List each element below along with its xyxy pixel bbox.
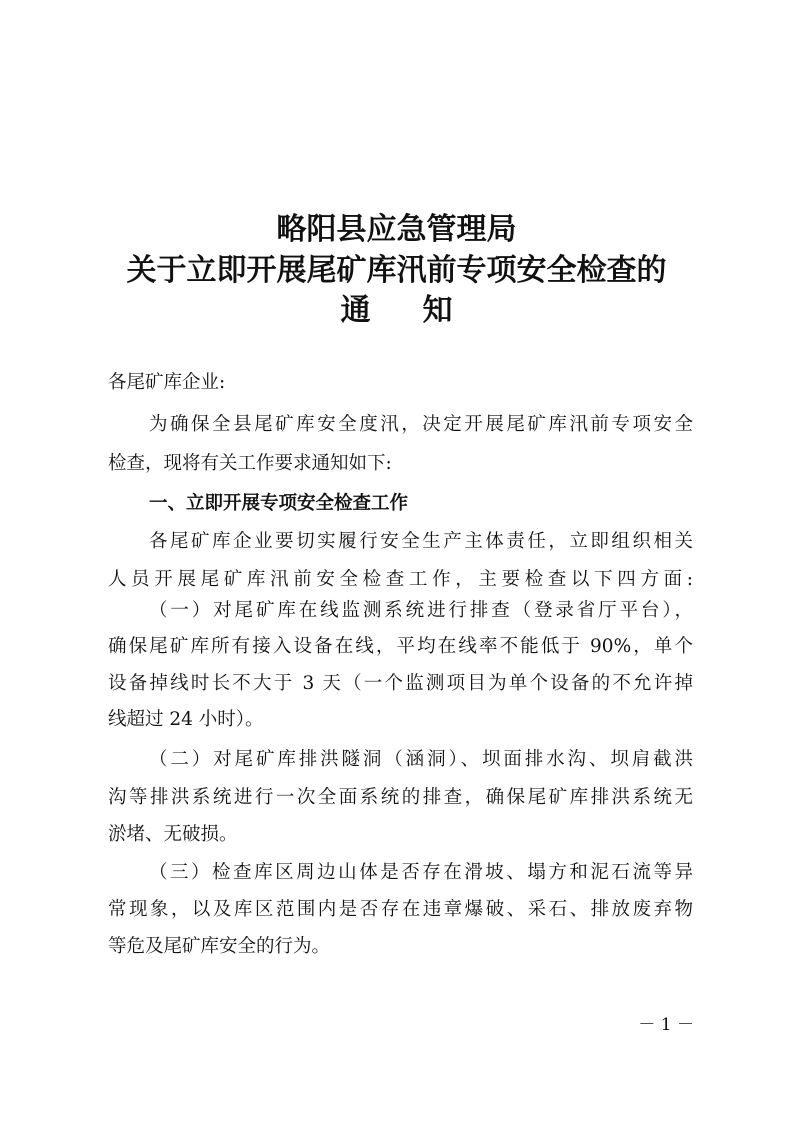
salutation: 各尾矿库企业:	[108, 372, 226, 393]
section-heading-1: 一、立即开展专项安全检查工作	[149, 493, 409, 514]
document-title-subject: 关于立即开展尾矿库汛前专项安全检查的	[126, 253, 667, 288]
document-title-issuer: 略阳县应急管理局	[276, 212, 517, 247]
item1-line-1: （一）对尾矿库在线监测系统进行排查（登录省厅平台），	[149, 600, 693, 621]
item2-line-3: 淤堵、无破损。	[108, 824, 238, 845]
title-char-zhi: 知	[422, 293, 453, 328]
section1-paragraph-line-1: 各尾矿库企业要切实履行安全生产主体责任，立即组织相关	[149, 531, 693, 552]
document-title-notice	[0, 293, 793, 329]
item1-line-3: 设备掉线时长不大于 3 天（一个监测项目为单个设备的不允许掉	[108, 673, 693, 694]
intro-paragraph-line-2: 检查，现将有关工作要求通知如下:	[108, 453, 392, 474]
item3-line-1: （三）检查库区周边山体是否存在滑坡、塌方和泥石流等异	[149, 862, 693, 883]
title-char-tong: 通	[340, 293, 371, 328]
item1-line-4: 线超过 24 小时）。	[108, 709, 264, 730]
item3-line-3: 等危及尾矿库安全的行为。	[108, 936, 331, 957]
item2-line-2: 沟等排洪系统进行一次全面系统的排查，确保尾矿库排洪系统无	[108, 787, 693, 808]
page-number: － 1 －	[638, 1015, 694, 1035]
intro-paragraph-line-1: 为确保全县尾矿库安全度汛，决定开展尾矿库汛前专项安全	[149, 414, 693, 435]
item2-line-1: （二）对尾矿库排洪隧洞（涵洞）、坝面排水沟、坝肩截洪	[149, 749, 693, 770]
item3-line-2: 常现象，以及库区范围内是否存在违章爆破、采石、排放废弃物	[108, 899, 693, 920]
section1-paragraph-line-2: 人员开展尾矿库汛前安全检查工作，主要检查以下四方面:	[108, 569, 693, 590]
item1-line-2: 确保尾矿库所有接入设备在线，平均在线率不能低于 90%，单个	[108, 636, 693, 657]
